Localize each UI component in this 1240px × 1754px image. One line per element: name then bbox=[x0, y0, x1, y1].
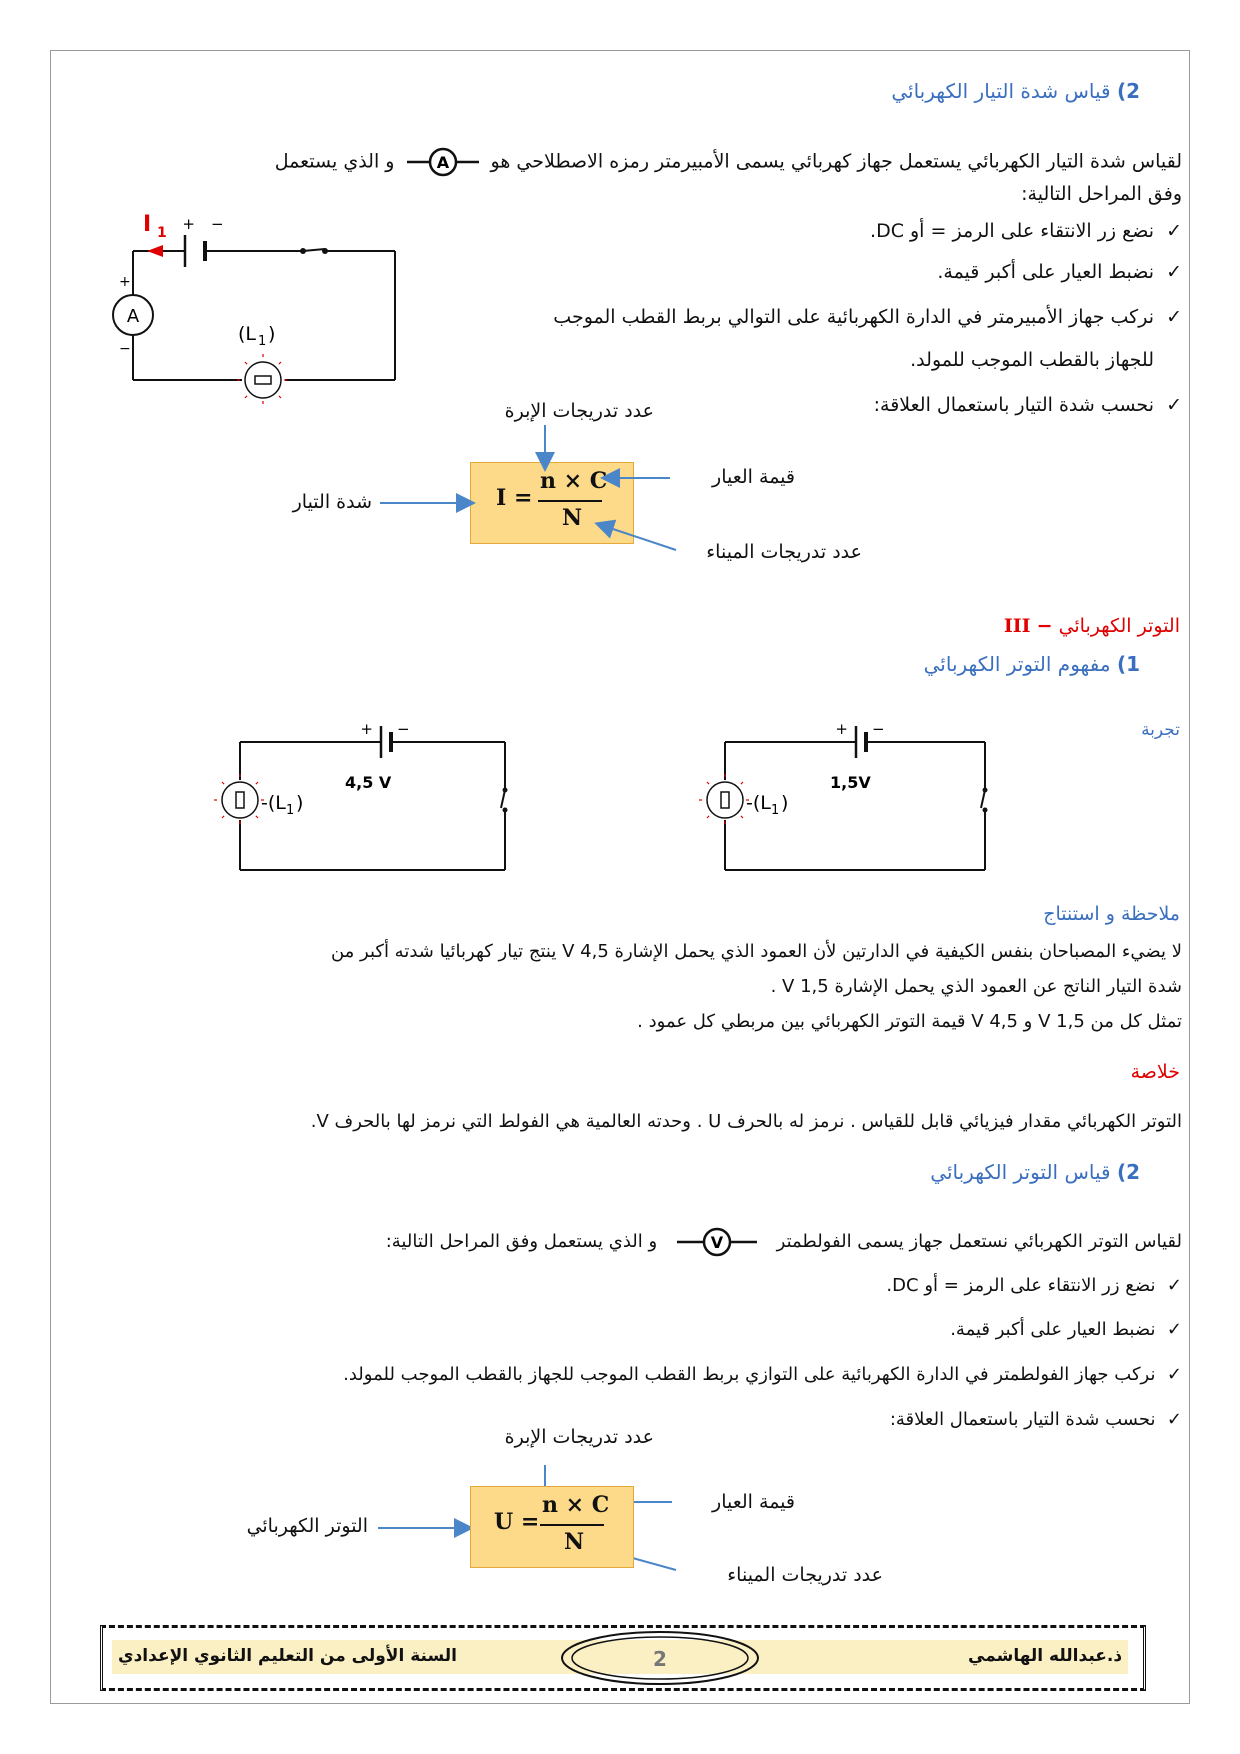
ammeter-circuit bbox=[105, 205, 405, 410]
experiment-label: تجربة bbox=[1141, 720, 1180, 740]
current-arrow-icon bbox=[147, 245, 163, 257]
lamp-label-close: ) bbox=[268, 323, 276, 345]
plus-sign: + bbox=[835, 720, 848, 738]
intro-text-end: و الذي يستعمل bbox=[274, 150, 395, 173]
voltage-intro bbox=[386, 1227, 1182, 1257]
switch-contact-icon bbox=[503, 788, 508, 793]
step-text: نركب جهاز الفولطمتر في الدارة الكهربائية على التوازي بربط القطب الموجب للجهاز بالقطب الموجب للمولد. bbox=[343, 1364, 1156, 1385]
current-step-3-cont: للجهاز بالقطب الموجب للمولد. bbox=[910, 349, 1154, 371]
current-label: I bbox=[143, 212, 152, 237]
lamp-icon bbox=[214, 774, 266, 826]
subsection-title: مفهوم التوتر الكهربائي bbox=[923, 652, 1111, 676]
label-dial-divisions: عدد تدريجات الميناء bbox=[727, 1564, 883, 1586]
current-step-3: ✓ نركب جهاز الأمبيرمتر في الدارة الكهربائية على التوالي بربط القطب الموجب bbox=[553, 306, 1182, 328]
voltage-step-4: ✓ نحسب شدة التيار باستعمال العلاقة: bbox=[889, 1409, 1182, 1430]
lamp-label-close: ) bbox=[781, 792, 789, 814]
subsection-number: 1) bbox=[1116, 652, 1140, 676]
section-iii-dash: − bbox=[1036, 615, 1053, 637]
observation-title: ملاحظة و استنتاج bbox=[1043, 903, 1180, 925]
current-intro-line1 bbox=[275, 147, 1182, 177]
footer-author: ذ.عبدالله الهاشمي bbox=[968, 1646, 1123, 1666]
voltmeter-letter: V bbox=[710, 1233, 724, 1252]
circuit-4-5v bbox=[205, 720, 515, 880]
section-voltage-heading bbox=[930, 1160, 1140, 1184]
lamp-subscript: 1 bbox=[258, 334, 267, 349]
step-text: نضع زر الانتقاء على الرمز = أو DC. bbox=[886, 1275, 1156, 1296]
formula-denominator: N bbox=[564, 1529, 585, 1555]
label-current-intensity: شدة التيار bbox=[292, 491, 372, 513]
step-text: نضع زر الانتقاء على الرمز = أو DC. bbox=[870, 220, 1154, 242]
section-number: 2) bbox=[1116, 79, 1140, 103]
voltage-label: 1,5V bbox=[830, 773, 871, 792]
section-title: قياس التوتر الكهربائي bbox=[930, 1160, 1111, 1184]
section-current-heading bbox=[891, 79, 1140, 103]
step-text: نحسب شدة التيار باستعمال العلاقة: bbox=[873, 394, 1154, 416]
current-step-1: ✓ نضع زر الانتقاء على الرمز = أو DC. bbox=[870, 220, 1182, 242]
section-iii-heading bbox=[1004, 614, 1180, 638]
minus-sign: − bbox=[872, 720, 885, 738]
fraction-bar bbox=[538, 500, 602, 502]
plus-sign: + bbox=[119, 274, 131, 290]
current-step-4: ✓ نحسب شدة التيار باستعمال العلاقة: bbox=[873, 394, 1182, 416]
voltage-step-3: ✓ نركب جهاز الفولطمتر في الدارة الكهربائية على التوازي بربط القطب الموجب للجهاز بالقطب الموجب للمولد. bbox=[343, 1364, 1182, 1385]
step-text: نضبط العيار على أكبر قيمة. bbox=[937, 261, 1154, 283]
minus-sign: − bbox=[397, 720, 410, 738]
plus-sign: + bbox=[182, 215, 195, 233]
section-iii-numeral: III bbox=[1003, 615, 1031, 637]
fraction-bar bbox=[540, 1524, 604, 1526]
lamp-subscript: 1 bbox=[286, 803, 295, 818]
observation-line-1: لا يضيء المصباحان بنفس الكيفية في الدارتين لأن العمود الذي يحمل الإشارة 4,5 V ينتج تيار كهربائيا شدته أكبر من bbox=[330, 941, 1182, 962]
ammeter-letter: A bbox=[126, 306, 140, 327]
current-step-2: ✓ نضبط العيار على أكبر قيمة. bbox=[937, 261, 1182, 283]
formula-lhs: U = bbox=[494, 1509, 540, 1535]
lamp-label: (L bbox=[238, 323, 256, 345]
label-range-value: قيمة العيار bbox=[712, 466, 795, 488]
page-number: 2 bbox=[653, 1647, 667, 1671]
step-text: نركب جهاز الأمبيرمتر في الدارة الكهربائية على التوالي بربط القطب الموجب bbox=[553, 306, 1154, 328]
lamp-icon bbox=[237, 354, 289, 406]
voltmeter-symbol bbox=[675, 1227, 759, 1257]
label-dial-divisions: عدد تدريجات الميناء bbox=[706, 541, 862, 563]
intro-text-end: و الذي يستعمل وفق المراحل التالية: bbox=[385, 1231, 658, 1252]
footer-level: السنة الأولى من التعليم الثانوي الإعدادي bbox=[118, 1646, 457, 1666]
observation-line-3: تمثل كل من 1,5 V و 4,5 V قيمة التوتر الكهربائي بين مربطي كل عمود . bbox=[637, 1011, 1182, 1032]
formula-numerator: n × C bbox=[540, 468, 608, 494]
observation-line-2: شدة التيار الناتج عن العمود الذي يحمل الإشارة 1,5 V . bbox=[770, 976, 1182, 997]
lamp-label: -(L bbox=[261, 792, 286, 814]
section-number: 2) bbox=[1116, 1160, 1140, 1184]
label-needle-divisions: عدد تدريجات الإبرة bbox=[504, 1426, 654, 1448]
current-subscript: 1 bbox=[157, 225, 167, 241]
lamp-subscript: 1 bbox=[771, 803, 780, 818]
switch-contact-icon bbox=[983, 788, 988, 793]
voltage-step-1: ✓ نضع زر الانتقاء على الرمز = أو DC. bbox=[886, 1275, 1182, 1296]
switch-contact-icon bbox=[503, 808, 508, 813]
label-range-value: قيمة العيار bbox=[712, 1491, 795, 1513]
summary-text: التوتر الكهربائي مقدار فيزيائي قابل للقياس . نرمز له بالحرف U . وحدته العالمية هي الفولط التي نرمز لها بالحرف V. bbox=[310, 1111, 1182, 1132]
formula-lhs: I = bbox=[496, 485, 533, 511]
voltage-step-2: ✓ نضبط العيار على أكبر قيمة. bbox=[950, 1319, 1182, 1340]
lamp-icon bbox=[699, 774, 751, 826]
label-voltage: التوتر الكهربائي bbox=[246, 1515, 368, 1537]
step-text: نضبط العيار على أكبر قيمة. bbox=[950, 1319, 1156, 1340]
ammeter-letter: A bbox=[436, 153, 449, 172]
minus-sign: − bbox=[211, 215, 224, 233]
summary-title: خلاصة bbox=[1130, 1061, 1180, 1083]
intro-text: لقياس التوتر الكهربائي نستعمل جهاز يسمى الفولطمتر bbox=[776, 1231, 1182, 1252]
page-number-ellipse bbox=[555, 1628, 765, 1688]
plus-sign: + bbox=[360, 720, 373, 738]
ammeter-symbol bbox=[405, 147, 481, 177]
current-intro-line2: وفق المراحل التالية: bbox=[1021, 183, 1182, 205]
lamp-label-close: ) bbox=[296, 792, 304, 814]
formula-numerator: n × C bbox=[542, 1492, 610, 1518]
voltage-label: 4,5 V bbox=[345, 773, 392, 792]
intro-text: لقياس شدة التيار الكهربائي يستعمل جهاز كهربائي يسمى الأمبيرمتر رمزه الاصطلاحي هو bbox=[490, 150, 1182, 173]
section-title: قياس شدة التيار الكهربائي bbox=[891, 79, 1111, 103]
formula-denominator: N bbox=[562, 505, 583, 531]
label-needle-divisions: عدد تدريجات الإبرة bbox=[504, 400, 654, 422]
step-text: نحسب شدة التيار باستعمال العلاقة: bbox=[889, 1409, 1156, 1430]
section-iii-title: التوتر الكهربائي bbox=[1058, 615, 1180, 637]
switch-contact-icon bbox=[983, 808, 988, 813]
lamp-label: -(L bbox=[746, 792, 771, 814]
circuit-1-5v bbox=[690, 720, 1000, 880]
minus-sign: − bbox=[119, 341, 131, 357]
voltage-concept-heading bbox=[924, 652, 1140, 676]
